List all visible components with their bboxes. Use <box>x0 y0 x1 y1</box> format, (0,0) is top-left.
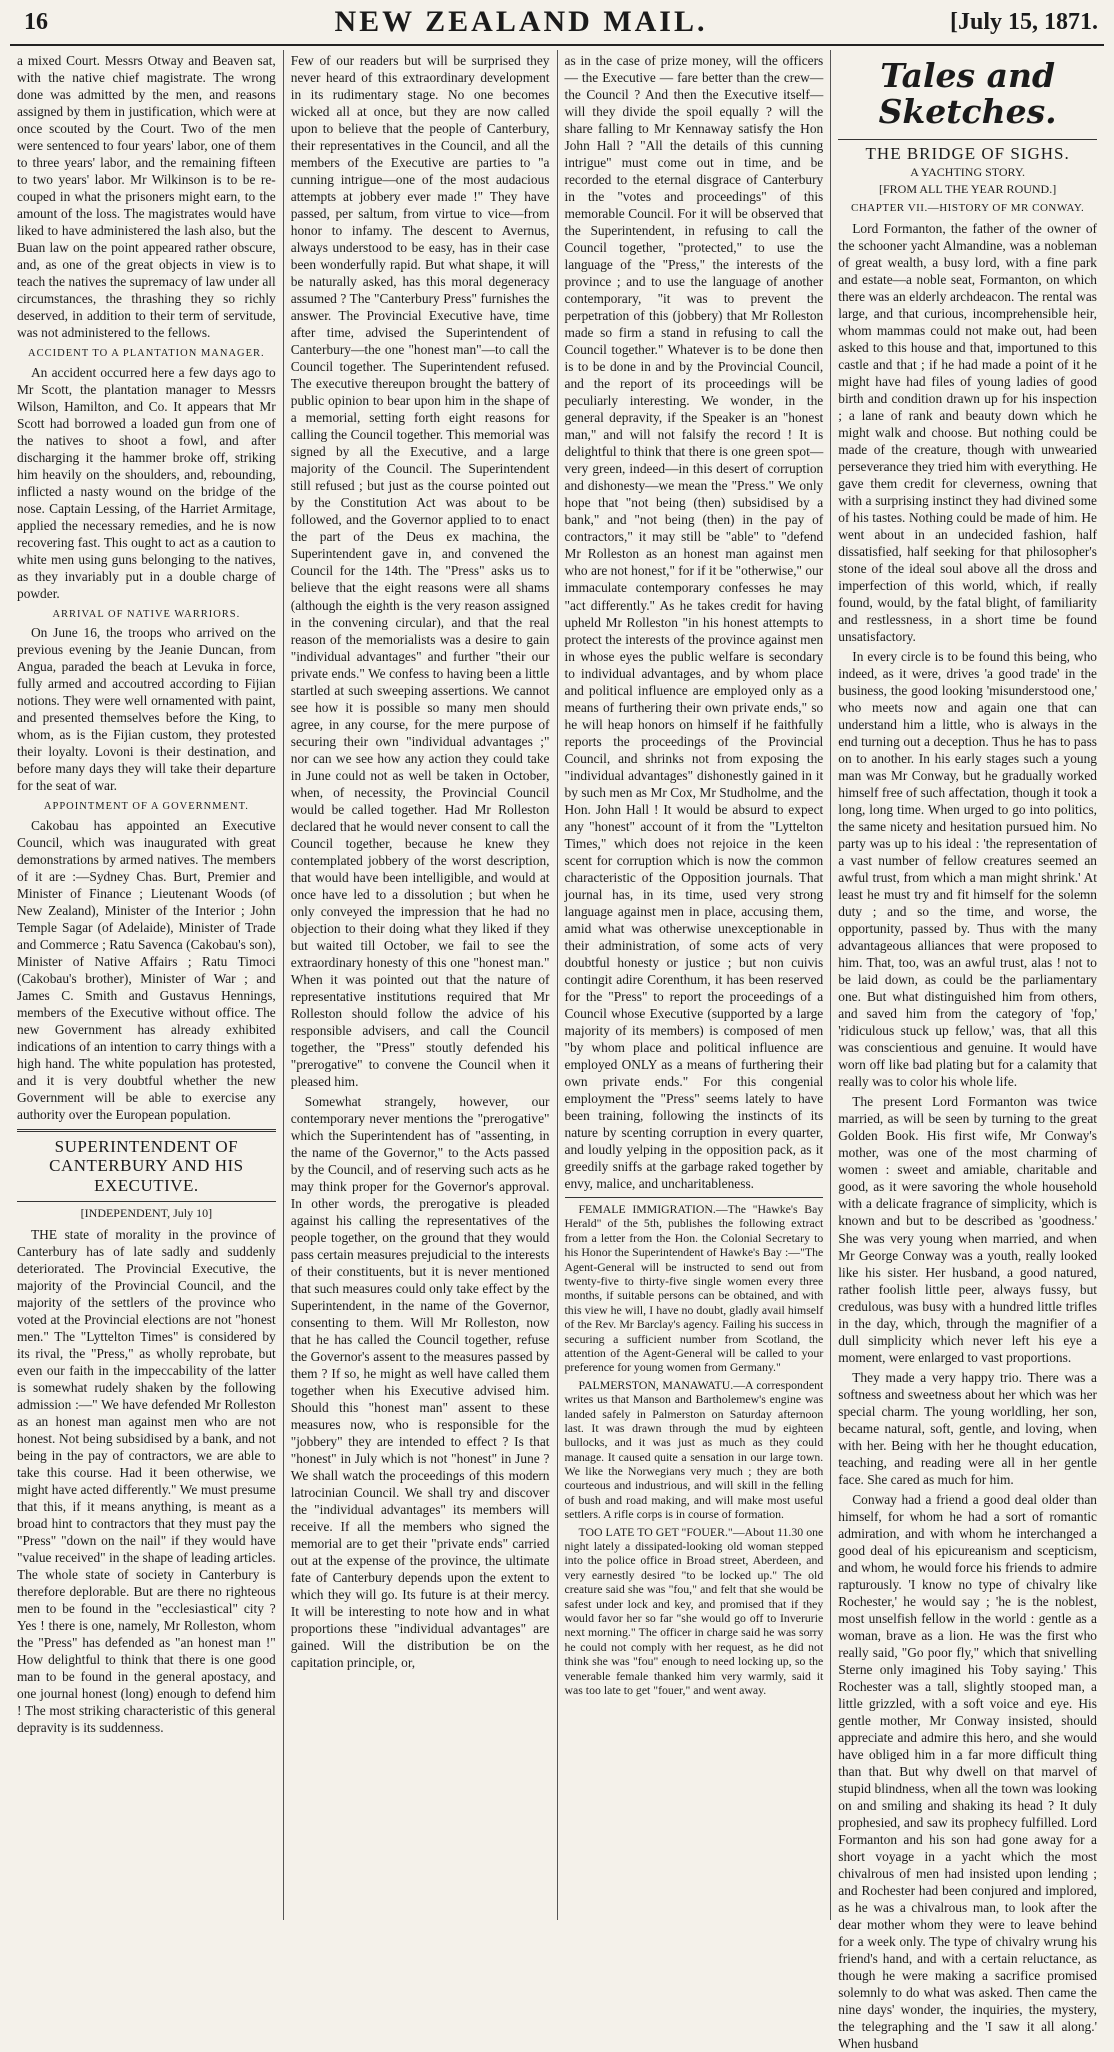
masthead <box>10 0 1104 46</box>
column-4 <box>830 50 1104 2052</box>
accident-paragraph: An accident occurred here a few days ago to Mr Scott, the plantation manager to Messrs Wilson, Hamilton, and Co. It appears that Mr Scott had borrowed a loaded gun from one of the natives to shoot a fowl, and after discharging it the hammer broke off, striking him heavily on the shoulders, and, rebounding, inflicted a nasty wound on the bridge of the nose. Captain Lessing, of the Harriet Armitage, applied the necessary remedies, and he is now recovering fast. This ought to act as a caution to white men using guns belonging to the natives, as they invariably put in a double charge of powder. <box>17 364 276 601</box>
article-headline: SUPERINTENDENT OF CANTERBURY AND HIS EXECUTIVE. <box>49 1136 244 1195</box>
columns <box>10 50 1104 2052</box>
story-paragraph-2: In every circle is to be found this being, who indeed, as it were, drives 'a good trade' in the business, the good looking 'misunderstood one,' who meets now and again one that can understand him a little, who is always in the end turning out a deception. Thus he has to pass on to another. In his early stages such a young man was Mr Conway, but he gradually worked himself free of such affectation, though it took a long, long time. When urged to go into politics, the same nicety and hesitation pursued him. No party was up to his ideal : 'the representation of a vast number of fellow creatures seemed an awful trust, from which a man might shrink.' At least he must try and fit himself for the solemn duty ; and so the time, and worse, the opportunity, passed by. Thus with the many advantageous alliances that were proposed to him. That, too, was an awful trust, alas ! not to be laid down, as could be the parliamentary one. But what distinguished him from others, and saved him from the category of 'fop,' 'ridiculous stuck up fellow,' was, that all this was conscientious and genuine. It would have worn off like bad plating but for a calamity that really was to color his whole life. <box>838 648 1097 1090</box>
subhead-government: APPOINTMENT OF A GOVERNMENT. <box>43 801 249 813</box>
story-label: A YACHTING STORY. <box>910 165 1026 180</box>
subhead-accident: ACCIDENT TO A PLANTATION MANAGER. <box>28 348 265 360</box>
issue-date: [July 15, 1871. <box>949 8 1098 35</box>
column-2 <box>283 50 557 1920</box>
newspaper-title: NEW ZEALAND MAIL. <box>334 5 708 38</box>
section-divider <box>17 1129 276 1132</box>
section-rule <box>838 139 1097 140</box>
column-3 <box>557 50 831 1920</box>
canterbury-conclusion-paragraph: as in the case of prize money, will the officers — the Executive — fare better than the crew—the Council ? And then the Executive itself—will they divide the spoil equally ? will the share falling to Mr Kennaway satisfy the Hon John Hall ? "All the details of this cunning intrigue" must come out in time, and be recorded to the eternal disgrace of Canterbury in the "votes and proceedings" of this memorable Council. For it will be observed that the Superintendent, in refusing to call the Council together, "protected," to use the language of the "Press," the interests of the province ; and to use the language of another contemporary, "it was to prevent the perpetration of this (jobbery) that Mr Rolleston made so firm a stand in refusing to call the Council together." Whatever is to be done then is to be done in and by the Provincial Council, and the report of its proceedings will be peculiarly interesting. We wonder, in the general depravity, if the Speaker is an "honest man," and will not falsify the record ! It is delightful to think that there is one green spot—very green, indeed—in this desert of corruption and dishonesty—we mean the "Press." We only hope that "not being (then) subsidised by a bank," and "not being (then) in the pay of contractors," it may still be "able" to "defend Mr Rolleston as an honest man against men who are not honest," for if it be "otherwise," our immaculate contemporary confesses he may "act differently." As he takes credit for having upheld Mr Rolleston "in his honest attempts to protect the interests of the province against men in whose eyes the public welfare is secondary to individual advantages, and by whom place and political influence are employed only as a means of furthering their own private ends," so he will heap honors on himself if he faithfully reports the proceedings of the Provincial Council, and shrinks not from exposing the "individual advantages" dishonestly gained in it by such men as Mr Cox, Mr Studholme, and the Hon. John Hall ! It would be absurd to expect any "honest" account of it from the "Lyttelton Times," which does not rejoice in the keen scent for corruption which is now the common characteristic of the Opposition journals. That journal has, in its time, used very strong language against men in place, accusing them, amid what was otherwise unexceptionable in their administration, of some acts of very doubtful honesty or justice ; but non cuivis contingit adire Corenthum, it has been reserved for the "Press" to report the proceedings of a Council whose Executive (supported by a large majority of its members) is composed of men "by whom place and political influence are employed ONLY as a means of furthering their own private ends." For this congenial employment the "Press" seems lately to have been training, following the instincts of its nature by scenting corruption in every quarter, and loudly yelping in the opposition pack, as it greedily sniffs at the garbage raked together by envy, malice, and uncharitableness. <box>564 53 824 1192</box>
headline-rule <box>17 1201 276 1202</box>
chapter-heading: CHAPTER VII.—HISTORY OF MR CONWAY. <box>851 201 1085 214</box>
government-paragraph: Cakobau has appointed an Executive Council, which was inaugurated with great demonstrations by armed natives. The members of it are :—Sydney Chas. Burt, Premier and Minister of Finance ; Lieutenant Woods (of New Zealand), Minister of the Interior ; John Temple Sagar (of Adelaide), Minister of Trade and Commerce ; Ratu Savenca (Cakobau's son), Minister of Native Affairs ; Ratu Timoci (Cakobau's brother), Minister of War ; and James C. Smith and Gustavus Hennings, members of the Executive without office. The new Government has already exhibited indications of an intention to carry things with a high hand. The white population has protested, and it is very doubtful whether the new Government will be able to exercise any authority over the European population. <box>17 817 276 1122</box>
warriors-paragraph: On June 16, the troops who arrived on the previous evening by the Jeanie Duncan, from Angua, paraded the beach at Levuka in force, fully armed and accoutred according to Fijian notions. They were well ornamented with paint, and presented themselves before the King, to whom, as is the Fijian custom, they protested their loyalty. Lovoni is their destination, and before many days they will take their departure for the seat of war. <box>17 625 276 794</box>
story-paragraph-4: They made a very happy trio. There was a softness and sweetness about her which was her special charm. The young worldling, her son, became natural, soft, gentle, and loving, when with her. Being with her he thought education, teaching, and reading were all in her gentle face. She cared as much for him. <box>838 1369 1097 1487</box>
canterbury-paragraph: THE state of morality in the province of Canterbury has of late sadly and suddenly deteriorated. The Provincial Executive, the majority of the Provincial Council, and the majority of the settlers of the province who voted at the Provincial elections are not "honest men." The "Lyttelton Times" is considered by its rival, the "Press," as wholly reprobate, but even our faith in the impeccability of the latter is somewhat rudely shaken by the following admission :—" We have defended Mr Rolleston as an honest man against men who are not honest. Not being subsidised by a bank, and not being in the pay of contractors, we are able to take this course. Had it been otherwise, we might have acted differently." We must presume that this, if it means anything, is meant as a broad hint to contractors that they must pay the "Press" "down on the nail" if they would have "value received" in the shape of leading articles. The whole state of society in Canterbury is therefore deplorable. But are there no righteous men to be found in the "ecclesiastical" city ? Yes ! there is one, namely, Mr Rolleston, whom the "Press" has defended as "an honest man !" How delightful to think that there is one good man to be found in the general apostacy, and one journal honest (long) enough to defend him ! The most striking characteristic of this general depravity is its suddenness. <box>17 1226 276 1736</box>
note-too-late: TOO LATE TO GET "FOUER."—About 11.30 one night lately a dissipated-looking old woman stepped into the police office in Broad street, Aberdeen, and very earnestly desired "to be locked up." The old creature said she was "fou," and felt that she would be safest under lock and key, and promised that if they would favor her so far "she would go off to Inverurie next morning." The officer in charge said he was sorry he could not comply with her request, as he did not think she was "fou" enough to need locking up, so the venerable female thanked him very warmly, said it was too late to get "fouer," and went away. <box>564 1524 824 1697</box>
story-title: THE BRIDGE OF SIGHS. <box>865 143 1070 163</box>
canterbury-continued-paragraph: Few of our readers but will be surprised they never heard of this extraordinary development in its rudimentary stage. No one becomes wicked all at once, but they are now called upon to believe that the people of Canterbury, their representatives in the Council, and all the members of the Executive are parties to "a cunning intrigue—one of the most audacious attempts at jobbery ever made !" They have passed, per saltum, from virtue to vice—from honor to infamy. The descent to Avernus, always understood to be easy, has in their case been wonderfully rapid. But what shape, it will be naturally asked, has this moral degeneracy assumed ? The "Canterbury Press" furnishes the answer. The Provincial Executive have, time after time, advised the Superintendent of Canterbury—the one "honest man"—to call the Council together. The Superintendent refused. The executive thereupon brought the battery of public opinion to bear upon him in the shape of a memorial, setting forth eight reasons for calling the Council together. This memorial was signed by all the Executive, and a large majority of the Council. The Superintendent still refused ; but just as the course pointed out by the Constitution Act was about to be followed, and the Governor applied to to enact the part of the Deus ex machina, the Superintendent gave in, and convened the Council for the 14th. The "Press" asks us to believe that the eight reasons were all shams (although the eighth is the very reason assigned in the convening circular), and that the real reason of the memorialists was a desire to gain "individual advantages" and further "their our private ends." We confess to having been a little startled at such sweeping assertions. We cannot see how it is possible so many men should agree, in any course, for the mere purpose of securing their own "individual advantages ;" nor can we see how any action they could take in June could not as well be taken in October, when, of necessity, the Provincial Council would be called together. Had Mr Rolleston declared that he would never consent to call the Council together, because he knew they contemplated jobbery of the worst description, that would have been intelligible, and would at once have led to a dissolution ; but when he only conveyed the impression that he had no objection to their doing what they liked if they but waited till October, we fail to see the extraordinary honesty of this one "honest man." When it was pointed out that the nature of representative institutions required that Mr Rolleston should follow the advice of his responsible advisers, and call the Council together, the "Press" stoutly defended his "prerogative" to convene the Council when it pleased him. <box>290 53 550 1089</box>
notes-divider <box>565 1197 824 1198</box>
note-female-immigration: FEMALE IMMIGRATION.—The "Hawke's Bay Herald" of the 5th, publishes the following extract from a letter from the Hon. the Colonial Secretary to his Honor the Superintendent of Hawke's Bay :—"The Agent-General will be instructed to send out from twenty-five to thirty-five single women every three months, if suitable persons can be obtained, and with this view he will, I have no doubt, gladly avail himself of the Rev. Mr Barclay's agency. Failing his success in securing a sufficient number from Scotland, the attention of the Agent-General will be called to your preference for young women from Germany." <box>564 1202 824 1375</box>
story-paragraph-3: The present Lord Formanton was twice married, as will be seen by turning to the great Golden Book. His first wife, Mr Conway's mother, was one of the most charming of women : sweet and amiable, charitable and good, as it were savoring the whole household with a delicate fragrance of simplicity, which is known and but to be described as 'goodness.' She was very young when married, and when Mr George Conway was a youth, really looked like his sister. Her husband, a good natured, rather foolish little peer, always fussy, but credulous, was busy with a hundred little trifles in the day, which, through the magnifier of a dull simplicity which never left his eye a moment, were enlarged to vast proportions. <box>838 1094 1097 1365</box>
note-palmerston: PALMERSTON, MANAWATU.—A correspondent writes us that Manson and Bartholemew's engine was landed safely in Palmerston on Saturday afternoon last. It was drawn through the mud by eighteen bullocks, and it was just as much as they could manage. It caused quite a sensation in our large town. We like the Norwegians very much ; they are both courteous and industrious, and will skill in the felling of bush and road making, and will make most useful settlers. A rifle corps is in course of formation. <box>564 1377 824 1522</box>
page-number: 16 <box>24 8 48 35</box>
fiji-court-paragraph: a mixed Court. Messrs Otway and Beaven sat, with the native chief magistrate. The wrong done was admitted by the men, and reasons assigned by them in justification, which were at once scouted by the Court. Two of the men were sentenced to four years' labor, one of them to three years' labor, and the remaining fifteen to two years' labor. Mr Wilkinson is to be re-couped in what the prisoners might earn, to the amount of the loss. The magistrates would have liked to have administered the lash also, but the Buan law on the point appeared rather obscure, and, as one of the great objects in view is to teach the natives the supremacy of law under all circumstances, the thrashing they so richly deserved, in addition to their term of servitude, was not administered to the fellows. <box>17 53 276 341</box>
story-paragraph-5: Conway had a friend a good deal older than himself, for whom he had a sort of romantic admiration, and with whom he interchanged a good deal of his epicureanism and scepticism, and whom, he would force his friends to admire rapturously. 'I know no type of chivalry like Rochester,' he would say ; 'he is the noblest, most unselfish fellow in the world : gentle as a woman, brave as a lion. He was the first who really said, "Go poor fly," which that snivelling Sterne only imagined his Toby saying.' This Rochester was a tall, slightly stooped man, a little grizzled, with a soft voice and eye. His gentle mother, Mr Conway insisted, should appreciate and admire this hero, and she would have obliged him in a far more difficult thing than that. But why dwell on that marvel of stupid blindness, when all the town was looking on and smiling and shaking its head ? It duly prophesied, and saw its prophecy fulfilled. Lord Formanton and his son had gone away for a short voyage in a yacht which the most chivalrous of men had insisted upon lending ; and Rochester had been conjured and implored, as he was a chivalrous man, to look after the dear mother whom they were to leave behind for a week only. The type of chivalry wrung his friend's hand, and with a certain reluctance, as though he were making a sacrifice promised solemnly to do what was asked. Then came the nine days' wonder, the inquiries, the mystery, the telegraphing and the 'I saw it all along.' When husband <box>838 1491 1097 2052</box>
story-paragraph-1: Lord Formanton, the father of the owner of the schooner yacht Almandine, was a nobleman of great wealth, a busy lord, with a fine park and estate—a noble seat, Formanton, on which there was an elderly archdeacon. The rental was large, and that curious, incomprehensible heir, whom mammas could not make out, had been asked to this house and that, importuned to this castle and that ; if he had made a point of it he might have had files of young ladies of good birth and condition drawn up for his inspection ; a lane of rank and beauty down which he might walk and choose. But nothing could be made of the creature, though with unwearied perseverance they tried him with everything. He gave them credit for cleverness, owning that with a surprising instinct they had divined some of his tastes. Nothing could be made of him. He went about in an undecided fashion, half dissatisfied, half seeking for that philosopher's stone of the ideal soul above all the dross and imperfection of this world, which, if really found, would, by the fatal blight, of familiarity and restlessness, in a short time be found unsatisfactory. <box>838 220 1097 644</box>
news-notes <box>565 1202 824 1697</box>
subhead-warriors: ARRIVAL OF NATIVE WARRIORS. <box>52 608 241 620</box>
prerogative-paragraph: Somewhat strangely, however, our contemporary never mentions the "prerogative" which the Superintendent has of "assenting, in the name of the Governor," to the Acts passed by the Council, and of reserving such acts as he may think proper for the Governor's approval. In other words, the prerogative is pleaded against his calling the representatives of the people together, on the ground that they would pass certain measures prejudicial to the interests of their constituents, but it is never mentioned that such measures could only take effect by the Superintendent, in the name of the Governor, consenting to them. Will Mr Rolleston, now that he has called the Council together, refuse the Governor's assent to the measures passed by them ? If so, he might as well have called them together when his Executive advised him. Should this "honest man" assent to these measures now, who is responsible for the "jobbery" they are intended to effect ? Is that "honest" in July which is not "honest" in June ? We shall watch the proceedings of this modern latrocinian Council. We shall try and discover the "individual advantages" its members will receive. If all the members who signed the memorial are to get their "private ends" carried out at the expense of the province, the ultimate fate of Canterbury depends upon the extent to which they will go. Its future is at their mercy. It will be interesting to note how and in what proportions these "individual advantages" are gained. Will the distribution be on the capitation principle, or, <box>290 1093 550 1671</box>
column-1 <box>10 50 283 1920</box>
story-source: [FROM ALL THE YEAR ROUND.] <box>879 182 1057 197</box>
section-title-tales: Tales and Sketches. <box>878 56 1057 132</box>
article-dateline: [INDEPENDENT, July 10] <box>80 1205 213 1220</box>
